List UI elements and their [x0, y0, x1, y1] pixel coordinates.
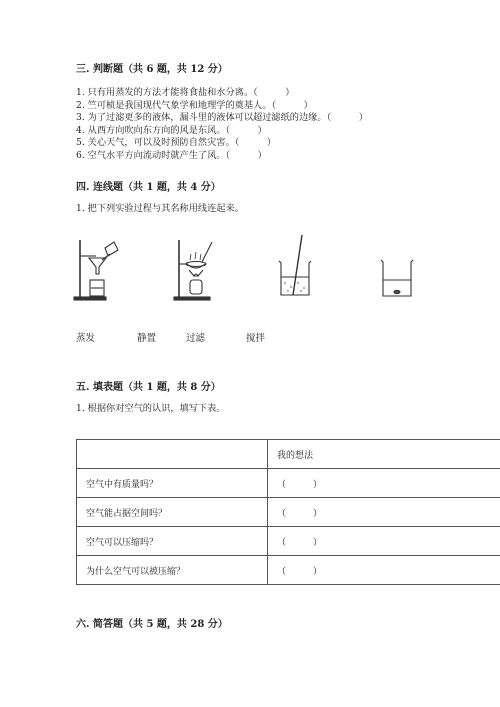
table-header-row — [77, 440, 500, 469]
filtration-apparatus-icon — [72, 236, 122, 302]
section5-title: 五. 填表题（共 1 题，共 8 分） — [76, 382, 221, 393]
question-item: 1. 只有用蒸发的方法才能将食盐和水分离。（ ） — [76, 87, 295, 98]
question-item: 4. 从西方向吹向东方向的风是东风。（ ） — [76, 124, 267, 136]
table-row — [77, 469, 500, 498]
label-filtering: 过滤 — [186, 333, 206, 344]
question-item: 6. 空气水平方向流动时就产生了风。（ ） — [76, 149, 267, 161]
table-cell-answer: （ ） — [268, 527, 500, 556]
table-cell-question: 空气中有质量吗？ — [77, 469, 268, 498]
table-cell-question: 空气能占据空间吗？ — [77, 498, 268, 527]
air-table — [76, 439, 500, 585]
stirring-beaker-icon — [276, 233, 316, 301]
section3-title: 三. 判断题（共 6 题，共 12 分） — [76, 64, 228, 75]
label-stirring: 搅拌 — [246, 333, 266, 344]
settling-beaker-icon — [378, 258, 416, 300]
section4-question: 1. 把下列实验过程与其名称用线连起来。 — [76, 203, 244, 214]
label-settling: 静置 — [137, 333, 157, 344]
table-row — [77, 556, 500, 585]
table-cell-answer: （ ） — [268, 556, 500, 585]
question-item: 2. 竺可桢是我国现代气象学和地理学的奠基人。（ ） — [76, 99, 313, 111]
evaporation-apparatus-icon — [172, 236, 220, 302]
table-header-cell: 我的想法 — [268, 440, 500, 469]
section4-title: 四. 连线题（共 1 题，共 4 分） — [76, 182, 221, 193]
table-cell-answer: （ ） — [268, 498, 500, 527]
table-row — [77, 498, 500, 527]
table-cell-answer: （ ） — [268, 469, 500, 498]
table-header-cell — [77, 440, 268, 469]
table-cell-question: 为什么空气可以被压缩？ — [77, 556, 268, 585]
table-cell-question: 空气可以压缩吗？ — [77, 527, 268, 556]
table-row — [77, 527, 500, 556]
section6-title: 六. 简答题（共 5 题，共 28 分） — [76, 619, 228, 630]
question-item: 3. 为了过滤更多的液体，漏斗里的液体可以超过滤纸的边缘。（ ） — [76, 112, 368, 123]
label-evaporation: 蒸发 — [76, 333, 96, 344]
section5-question: 1. 根据你对空气的认识，填写下表。 — [76, 403, 226, 414]
question-item: 5. 关心天气，可以及时预防自然灾害。（ ） — [76, 137, 277, 148]
